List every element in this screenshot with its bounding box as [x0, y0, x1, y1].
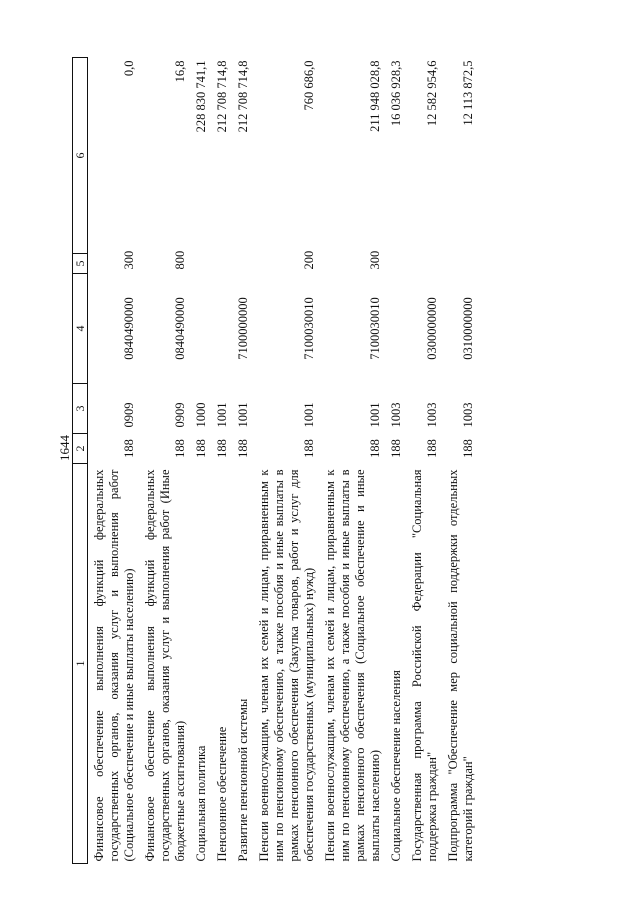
row-name: Социальное обеспечение населения: [389, 670, 403, 862]
row-expense-type: [385, 254, 406, 274]
row-ministry-code: 188: [461, 439, 475, 458]
row-section-code: 1001: [302, 402, 316, 428]
row-name: Социальная политика: [194, 745, 208, 862]
row-section-code: 1001: [368, 402, 382, 428]
row-expense-type: [211, 254, 232, 274]
row-name: Финансовое обеспечение выполнения функций федеральных государственных органов, оказания услуг и выполнения работ (Социальное обеспечение и иные выплаты населению): [92, 469, 136, 862]
row-expense-type: 200: [302, 250, 316, 270]
row-amount: 16 036 928,3: [389, 60, 403, 127]
row-section-code: 0909: [122, 402, 136, 428]
row-target-code: 0310000000: [461, 297, 475, 360]
header-col-6: 6: [73, 58, 88, 254]
row-target-code: [385, 274, 406, 384]
table-row: [406, 58, 442, 864]
row-section-code: 1001: [215, 402, 229, 428]
row-target-code: 7100030010: [368, 297, 382, 360]
rotated-table-container: [72, 58, 581, 864]
table-row: [442, 58, 478, 864]
row-target-code: 0840490000: [173, 297, 187, 360]
row-ministry-code: 188: [302, 439, 316, 458]
row-expense-type: [190, 254, 211, 274]
row-amount: 16,8: [173, 60, 187, 83]
row-target-code: 0840490000: [122, 297, 136, 360]
row-name: Финансовое обеспечение выполнения функций федеральных государственных органов, оказания услуг и выполнения работ (Иные бюджетные ассигнования): [143, 469, 187, 862]
row-target-code: [211, 274, 232, 384]
row-ministry-code: 188: [122, 439, 136, 458]
header-col-4: 4: [73, 274, 88, 384]
row-section-code: 1003: [461, 402, 475, 428]
budget-table: [72, 57, 478, 864]
header-col-1: 1: [73, 464, 88, 864]
row-name: Развитие пенсионной системы: [236, 698, 250, 862]
row-section-code: 1001: [236, 402, 250, 428]
row-target-code: 0300000000: [425, 297, 439, 360]
header-col-5: 5: [73, 254, 88, 274]
row-ministry-code: 188: [389, 439, 403, 458]
row-expense-type: [406, 254, 442, 274]
header-row: [73, 58, 88, 864]
table-row: [319, 58, 385, 864]
table-row: [253, 58, 319, 864]
row-amount: 760 686,0: [302, 60, 316, 111]
row-name: Государственная программа Российской Федерации "Социальная поддержка граждан": [410, 469, 439, 862]
table-row: [211, 58, 232, 864]
row-ministry-code: 188: [236, 439, 250, 458]
row-name: Пенсии военнослужащим, членам их семей и лицам, приравненным к ним по пенсионному обеспечению, а также пособия и иные выплаты в рамках пенсионного обеспечения (Закупка товаров, работ и услуг для обеспечения государственных (муниципальных) нужд): [257, 469, 316, 862]
page-number: 1644: [57, 435, 72, 461]
row-expense-type: 300: [122, 250, 136, 270]
row-section-code: 1000: [194, 402, 208, 428]
row-amount: 228 830 741,1: [194, 60, 208, 133]
row-amount: 211 948 028,8: [368, 60, 382, 132]
table-row: [385, 58, 406, 864]
table-row: [139, 58, 190, 864]
row-ministry-code: 188: [215, 439, 229, 458]
row-expense-type: [232, 254, 253, 274]
row-section-code: 1003: [389, 402, 403, 428]
row-amount: 0,0: [122, 60, 136, 77]
row-target-code: 7100030010: [302, 297, 316, 360]
row-target-code: [190, 274, 211, 384]
table-row: [88, 58, 140, 864]
table-header: [73, 58, 88, 864]
row-ministry-code: 188: [425, 439, 439, 458]
row-section-code: 0909: [173, 402, 187, 428]
row-ministry-code: 188: [368, 439, 382, 458]
row-amount: 212 708 714,8: [215, 60, 229, 133]
row-expense-type: 800: [173, 250, 187, 270]
row-target-code: 7100000000: [236, 297, 250, 360]
row-amount: 12 113 872,5: [461, 60, 475, 126]
row-name: Пенсионное обеспечение: [215, 726, 229, 862]
row-amount: 12 582 954,6: [425, 60, 439, 127]
row-amount: 212 708 714,8: [236, 60, 250, 133]
table-body: [88, 58, 479, 864]
row-name: Подпрограмма "Обеспечение мер социальной поддержки отдельных категорий граждан": [446, 469, 475, 862]
row-ministry-code: 188: [173, 439, 187, 458]
row-expense-type: 300: [368, 250, 382, 270]
header-col-2: 2: [73, 434, 88, 464]
header-col-3: 3: [73, 384, 88, 434]
row-expense-type: [442, 254, 478, 274]
table-row: [190, 58, 211, 864]
row-name: Пенсии военнослужащим, членам их семей и лицам, приравненным к ним по пенсионному обеспечению, а также пособия и иные выплаты в рамках пенсионного обеспечения (Социальное обеспечение и иные выплаты населению): [323, 469, 382, 862]
row-section-code: 1003: [425, 402, 439, 428]
row-ministry-code: 188: [194, 439, 208, 458]
table-row: [232, 58, 253, 864]
